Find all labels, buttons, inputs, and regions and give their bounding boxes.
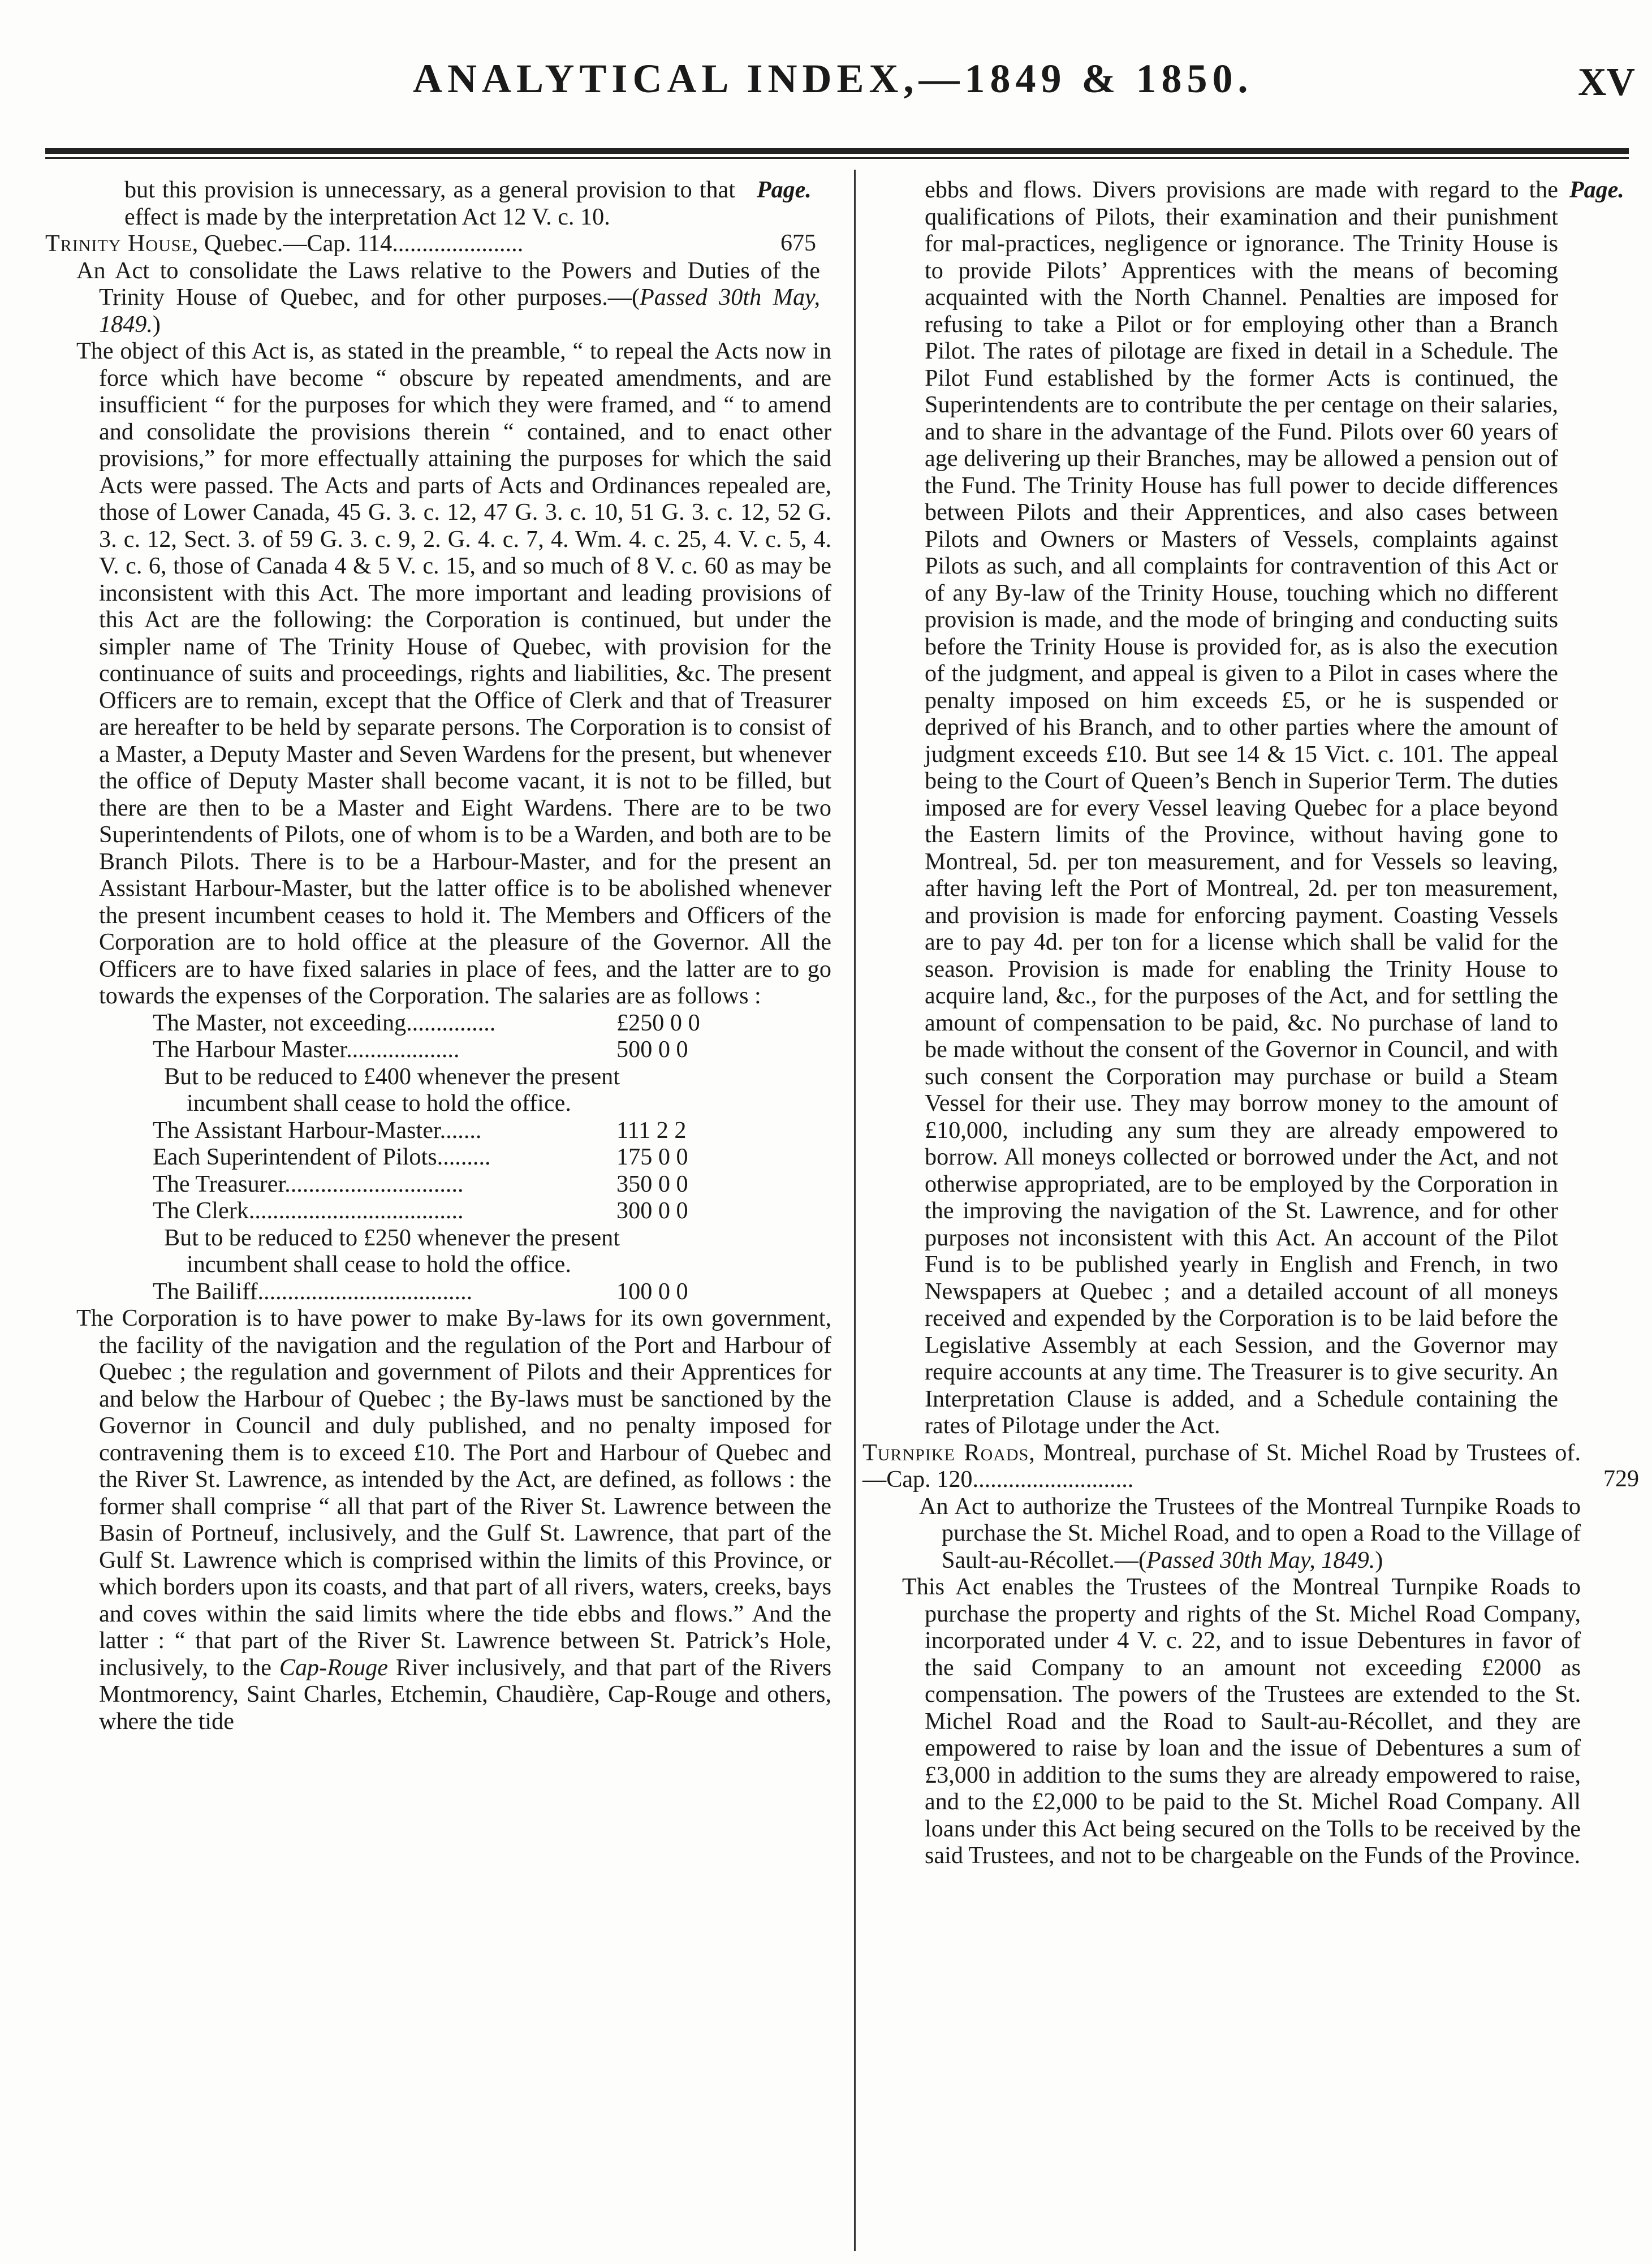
act-title-close: ) — [152, 311, 161, 338]
salary-amount: 111 2 2 — [616, 1116, 687, 1144]
salary-label: The Master, not exceeding............... — [153, 1009, 496, 1036]
right-body-paragraph-2: This Act enables the Trustees of the Montreal Turnpike Roads to purchase the property and rights of the St. Michel Road Company, incorporated under 4 V. c. 22, and to issue Debentures in favor of the said Company to an amount not exceeding £2000 as compensation. The powers of the Trustees are extended to the St. Michel Road and the Road to Sault-au-Récollet, and they are empowered to raise by loan and the issue of Debentures a sum of £3,000 in addition to the sums they are already empowered to raise, and to the £2,000 to be paid to the St. Michel Road Company. All loans under this Act being secured on the Tolls to be received by the said Trustees, and not to be chargeable on the Funds of the Province. — [902, 1573, 1581, 1869]
act-passed-date: Passed 30th May, 1849. — [1146, 1546, 1375, 1573]
page-title: ANALYTICAL INDEX,—1849 & 1850. — [413, 56, 1253, 101]
entry-turnpike-roads — [862, 1439, 1643, 1493]
salary-amount: 100 0 0 — [616, 1278, 688, 1305]
page-number: XV — [1578, 61, 1636, 104]
body-paragraph-1: The object of this Act is, as stated in the preamble, “ to repeal the Acts now in force which have become “ obscure by repeated amendments, and are insufficient “ for the purposes for which they were framed, and “ to amend and consolidate the provisions therein “ contained, and to enact other provisions,” for more effectually attaining the purposes for which the said Acts were passed. The Acts and parts of Acts and Ordinances repealed are, those of Lower Canada, 45 G. 3. c. 12, 47 G. 3. c. 10, 51 G. 3. c. 12, 52 G. 3. c. 12, Sect. 3. of 59 G. 3. c. 9, 2. G. 4. c. 7, 4. Wm. 4. c. 25, 4. V. c. 5, 4. V. c. 6, those of Canada 4 & 5 V. c. 15, and so much of 8 V. c. 60 as may be inconsistent with this Act. The more important and leading provisions of this Act are the following: the Corporation is continued, but under the simpler name of The Trinity House of Quebec, with provision for the continuance of suits and proceedings, rights and liabilities, &c. The present Officers are to remain, except that the Office of Clerk and that of Treasurer are hereafter to be held by separate persons. The Corporation is to consist of a Master, a Deputy Master and Seven Wardens for the present, but whenever the office of Deputy Master shall become vacant, it is not to be filled, but there are then to be a Master and Eight Wardens. There are to be two Superintendents of Pilots, one of whom is to be a Warden, and both are to be Branch Pilots. There is to be a Harbour-Master, and for the present an Assistant Harbour-Master, but the latter office is to be abolished whenever the present incumbent ceases to hold it. The Members and Officers of the Corporation are to hold office at the pleasure of the Governor. All the Officers are to have fixed salaries in place of fees, and the latter are to go towards the expenses of the Corporation. The salaries are as follows : — [76, 338, 831, 1009]
salary-amount: 175 0 0 — [616, 1144, 688, 1170]
entry-heading-rest: , Quebec.—Cap. 114...................... — [192, 230, 524, 257]
salary-label: Each Superintendent of Pilots......... — [153, 1144, 491, 1170]
salary-label: The Bailiff.................................... — [153, 1278, 473, 1305]
entry-page-number: 729 — [1603, 1465, 1639, 1492]
page-column-label-right: Page. — [1569, 177, 1624, 203]
body-paragraph-2-text: The Corporation is to have power to make By-laws for its own government, the facility of the navigation and the regulation of the Port and Harbour of Quebec ; the regulation and government of Pilots and their Apprentices for and below the Harbour of Quebec ; the By-laws must be sanctioned by the Governor in Council and duly published, and no penalty imposed for contravening them is to exceed £10. The Port and Harbour of Quebec and the River St. Lawrence, as intended by the Act, are defined, as follows : the former shall comprise “ all that part of the River St. Lawrence between the Basin of Portneuf, inclusively, and the Gulf St. Lawrence, that part of the Gulf St. Lawrence which is comprised within the limits of this Province, or which borders upon its coasts, and that part of all rivers, waters, creeks, bays and coves within the said limits where the tide ebbs and flows.” And the latter : “ that part of the River St. Lawrence between St. Patrick’s Hole, inclusively, to the — [76, 1305, 831, 1681]
salary-row — [45, 1117, 831, 1144]
salary-row — [45, 1144, 831, 1171]
salary-row — [45, 1010, 831, 1037]
entry-heading: Trinity House — [45, 230, 192, 257]
salary-note: But to be reduced to £400 whenever the present incumbent shall cease to hold the office. — [164, 1063, 620, 1116]
body-paragraph-2 — [45, 1305, 831, 1735]
header-rule-thin — [45, 157, 1629, 159]
intro-paragraph: but this provision is unnecessary, as a general provision to that effect is made by the interpretation Act 12 V. c. 10. — [124, 176, 735, 230]
salary-amount: £250 0 0 — [616, 1009, 700, 1036]
salary-label: The Harbour Master................... — [153, 1036, 460, 1063]
entry-page-number: 675 — [780, 230, 816, 256]
salary-row — [45, 1278, 831, 1305]
salary-label: The Treasurer.............................. — [153, 1170, 464, 1197]
salary-note: But to be reduced to £250 whenever the present incumbent shall cease to hold the office. — [164, 1224, 620, 1278]
salary-amount: 300 0 0 — [616, 1197, 688, 1224]
salary-label: The Assistant Harbour-Master....... — [153, 1116, 482, 1144]
page-header — [0, 0, 1652, 141]
act-title-text: An Act to consolidate the Laws relative to the Powers and Duties of the Trinity House of Quebec, and for other purposes.—( — [76, 257, 820, 311]
entry-heading: Turnpike Roads — [862, 1439, 1029, 1466]
salary-amount: 500 0 0 — [616, 1036, 688, 1063]
right-column — [862, 176, 1643, 1869]
salary-row — [45, 1197, 831, 1224]
right-act-title — [862, 1493, 1643, 1574]
act-title-text: An Act to authorize the Trustees of the Montreal Turnpike Roads to purchase the St. Michel Road, and to open a Road to the Village of Sault-au-Récollet.—( — [919, 1493, 1581, 1573]
page-column-label-left: Page. — [757, 177, 812, 203]
left-column — [45, 176, 831, 1735]
salary-row — [45, 1036, 831, 1063]
body-paragraph-2-end: River inclusively, and that part of the Rivers Montmorency, Saint Charles, Etchemin, Chaudière, Cap-Rouge and others, where the tide — [99, 1654, 831, 1735]
act-title — [45, 257, 831, 338]
cap-rouge-italic: Cap-Rouge — [279, 1654, 388, 1681]
header-rule-thick — [45, 148, 1629, 154]
right-body-paragraph-1: ebbs and flows. Divers provisions are made with regard to the qualifications of Pilots, their examination and their punishment for mal-practices, negligence or ignorance. The Trinity House is to provide Pilots’ Apprentices with the means of becoming acquainted with the North Channel. Penalties are imposed for refusing to take a Pilot or for employing other than a Branch Pilot. The rates of pilotage are fixed in detail in a Schedule. The Pilot Fund established by the former Acts is continued, the Superintendents are to contribute the per centage on their salaries, and to share in the advantage of the Fund. Pilots over 60 years of age delivering up their Branches, may be allowed a pension out of the Fund. The Trinity House has full power to decide differences between Pilots and their Apprentices, and also cases between Pilots and Owners or Masters of Vessels, complaints against Pilots as such, and all complaints for contravention of this Act or of any By-law of the Trinity House, touching which no different provision is made, and the mode of bringing and conducting suits before the Trinity House is provided for, as is also the execution of the judgment, and appeal is given to a Pilot in cases where the penalty imposed on him exceeds £5, or he is suspended or deprived of his Branch, and to other parties where the amount of judgment exceeds £10. But see 14 & 15 Vict. c. 101. The appeal being to the Court of Queen’s Bench in Superior Term. The duties imposed are for every Vessel leaving Quebec for a place beyond the Eastern limits of the Province, without having gone to Montreal, 5d. per ton measurement, and for Vessels so leaving, after having left the Port of Montreal, 2d. per ton measurement, and provision is made for enforcing payment. Coasting Vessels are to pay 4d. per ton for a license which shall be valid for the season. Provision is made for enabling the Trinity House to acquire land, &c., for the purposes of the Act, and for settling the amount of compensation to be paid, &c. No purchase of land to be made without the consent of the Governor in Council, and with such consent the Corporation may purchase or build a Steam Vessel for their use. They may borrow money to the amount of £10,000, including any sum they are already empowered to borrow. All moneys collected or borrowed under the Act, and not otherwise appropriated, are to be employed by the Corporation in the improving the navigation of the St. Lawrence, and for other purposes not inconsistent with this Act. An account of the Pilot Fund is to be published yearly in English and French, in two Newspapers at Quebec ; and a detailed account of all moneys received and expended by the Corporation is to be laid before the Legislative Assembly at each Session, and the Governor may require accounts at any time. The Treasurer is to give security. An Interpretation Clause is added, and a Schedule containing the rates of Pilotage under the Act. — [925, 176, 1558, 1439]
salary-row — [45, 1171, 831, 1198]
act-title-close: ) — [1375, 1546, 1383, 1573]
entry-trinity-house — [45, 230, 831, 257]
salary-table — [45, 1010, 831, 1305]
salary-label: The Clerk.................................... — [153, 1197, 464, 1224]
act-passed-date: Passed 30th May, 1849. — [99, 284, 820, 338]
salary-amount: 350 0 0 — [616, 1170, 688, 1197]
entry-heading-rest: , Montreal, purchase of St. Michel Road by Trustees of.—Cap. 120........................... — [862, 1439, 1581, 1493]
column-divider — [854, 170, 856, 2251]
